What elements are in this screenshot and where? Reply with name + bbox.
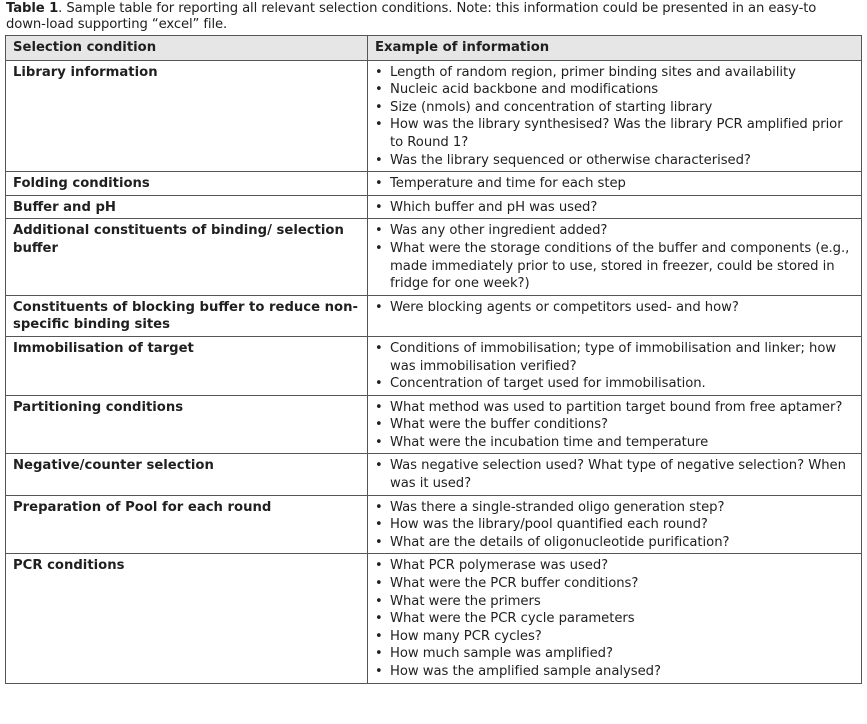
list-item-text: What are the details of oligonucleotide purification? [390, 534, 730, 550]
list-item [372, 240, 857, 293]
list-item-text: What were the PCR cycle parameters [390, 611, 635, 627]
bullet-icon: • [375, 458, 383, 474]
example-list [372, 299, 857, 317]
list-item-text: Were blocking agents or competitors used- and how? [390, 299, 739, 315]
list-item [372, 375, 857, 393]
list-item [372, 516, 857, 534]
selection-condition-cell: Buffer and pH [6, 195, 368, 219]
bullet-icon: • [375, 434, 383, 450]
list-item [372, 663, 857, 681]
selection-condition-cell: Partitioning conditions [6, 395, 368, 454]
list-item [372, 593, 857, 611]
bullet-icon: • [375, 340, 383, 356]
list-item-text: What were the PCR buffer conditions? [390, 576, 639, 592]
list-item-text: Concentration of target used for immobilisation. [390, 376, 706, 392]
bullet-icon: • [375, 576, 383, 592]
bullet-icon: • [375, 176, 383, 192]
table-caption-label: Table 1 [6, 1, 59, 16]
table-row [6, 172, 862, 196]
selection-condition-cell: Folding conditions [6, 172, 368, 196]
list-item [372, 610, 857, 628]
list-item-text: Temperature and time for each step [390, 176, 626, 192]
list-item-text: Was the library sequenced or otherwise characterised? [390, 152, 751, 168]
list-item-text: How was the amplified sample analysed? [390, 664, 661, 679]
example-list [372, 457, 857, 492]
list-item-text: What method was used to partition target bound from free aptamer? [390, 399, 843, 415]
list-item [372, 416, 857, 434]
selection-condition-cell: Preparation of Pool for each round [6, 495, 368, 554]
list-item-text: What were the storage conditions of the buffer and components (e.g., made immediately prior to use, stored in freezer, could be stored in fridge for one week?) [390, 240, 850, 292]
table-row [6, 495, 862, 554]
list-item-text: What were the buffer conditions? [390, 417, 608, 433]
table-row [6, 454, 862, 495]
list-item-text: Was any other ingredient added? [390, 223, 608, 239]
list-item [372, 534, 857, 552]
selection-condition-cell: Immobilisation of target [6, 336, 368, 395]
list-item [372, 299, 857, 317]
list-item [372, 399, 857, 417]
table-row [6, 219, 862, 295]
list-item [372, 116, 857, 151]
table-header-row [6, 36, 862, 61]
bullet-icon: • [375, 199, 383, 215]
bullet-icon: • [375, 646, 383, 662]
list-item [372, 64, 857, 82]
list-item [372, 628, 857, 646]
example-list [372, 499, 857, 552]
example-list [372, 64, 857, 170]
list-item [372, 99, 857, 117]
list-item [372, 222, 857, 240]
bullet-icon: • [375, 82, 383, 98]
document-page [0, 1, 867, 724]
example-information-cell [368, 395, 862, 454]
bullet-icon: • [375, 558, 383, 574]
example-list [372, 399, 857, 452]
table-row [6, 336, 862, 395]
example-information-cell [368, 295, 862, 336]
list-item [372, 152, 857, 170]
list-item [372, 557, 857, 575]
list-item-text: How many PCR cycles? [390, 628, 542, 644]
table-row [6, 554, 862, 683]
list-item [372, 340, 857, 375]
example-list [372, 340, 857, 393]
list-item [372, 81, 857, 99]
list-item-text: How was the library synthesised? Was the library PCR amplified prior to Round 1? [390, 117, 843, 150]
example-information-cell [368, 195, 862, 219]
list-item-text: Nucleic acid backbone and modifications [390, 82, 659, 98]
list-item-text: What were the incubation time and temperature [390, 434, 709, 450]
list-item [372, 434, 857, 452]
list-item-text: Which buffer and pH was used? [390, 199, 598, 215]
selection-condition-cell: Library information [6, 60, 368, 172]
bullet-icon: • [375, 399, 383, 415]
bullet-icon: • [375, 628, 383, 644]
list-item-text: What PCR polymerase was used? [390, 558, 609, 574]
example-list [372, 557, 857, 680]
example-information-cell [368, 454, 862, 495]
bullet-icon: • [375, 99, 383, 115]
column-header-selection-condition: Selection condition [6, 36, 368, 61]
list-item-text: Was there a single-stranded oligo generation step? [390, 499, 725, 515]
bullet-icon: • [375, 664, 383, 679]
example-list [372, 199, 857, 217]
example-information-cell [368, 60, 862, 172]
bullet-icon: • [375, 299, 383, 315]
example-information-cell [368, 172, 862, 196]
table-row [6, 195, 862, 219]
bullet-icon: • [375, 240, 383, 256]
example-list [372, 175, 857, 193]
bullet-icon: • [375, 534, 383, 550]
selection-condition-cell: Additional constituents of binding/ selection buffer [6, 219, 368, 295]
bullet-icon: • [375, 417, 383, 433]
list-item-text: Conditions of immobilisation; type of immobilisation and linker; how was immobilisation verified? [390, 340, 837, 374]
bullet-icon: • [375, 64, 383, 80]
bullet-icon: • [375, 152, 383, 168]
selection-condition-cell: PCR conditions [6, 554, 368, 683]
bullet-icon: • [375, 117, 383, 133]
list-item [372, 499, 857, 517]
bullet-icon: • [375, 223, 383, 239]
table-body [6, 60, 862, 683]
example-information-cell [368, 336, 862, 395]
bullet-icon: • [375, 499, 383, 515]
table-caption [6, 1, 856, 33]
list-item [372, 645, 857, 663]
list-item-text: How was the library/pool quantified each round? [390, 517, 708, 533]
list-item-text: Size (nmols) and concentration of starting library [390, 99, 713, 115]
list-item-text: Was negative selection used? What type of negative selection? When was it used? [390, 458, 846, 492]
table-row [6, 295, 862, 336]
bullet-icon: • [375, 376, 383, 392]
list-item [372, 457, 857, 492]
list-item-text: Length of random region, primer binding sites and availability [390, 64, 796, 80]
selection-condition-cell: Negative/counter selection [6, 454, 368, 495]
example-information-cell [368, 219, 862, 295]
selection-condition-cell: Constituents of blocking buffer to reduce non-specific binding sites [6, 295, 368, 336]
bullet-icon: • [375, 611, 383, 627]
list-item-text: What were the primers [390, 593, 541, 609]
list-item [372, 199, 857, 217]
table-row [6, 395, 862, 454]
list-item [372, 575, 857, 593]
bullet-icon: • [375, 593, 383, 609]
table-row [6, 60, 862, 172]
bullet-icon: • [375, 517, 383, 533]
list-item-text: How much sample was amplified? [390, 646, 613, 662]
example-information-cell [368, 495, 862, 554]
example-information-cell [368, 554, 862, 683]
list-item [372, 175, 857, 193]
table-caption-text: . Sample table for reporting all relevant selection conditions. Note: this information could be presented in an easy-to down-load supporting “excel” file. [6, 1, 817, 32]
example-list [372, 222, 857, 292]
selection-conditions-table [5, 35, 862, 684]
column-header-example-of-information: Example of information [368, 36, 862, 61]
